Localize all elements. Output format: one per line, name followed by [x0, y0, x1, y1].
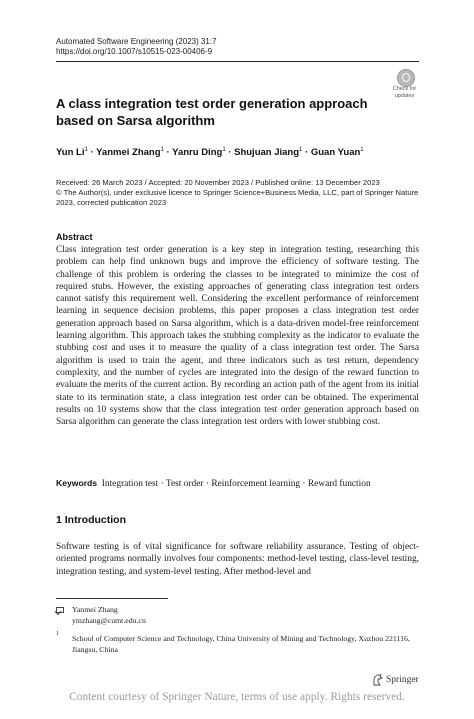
author-name[interactable]: Shujuan Jiang	[234, 147, 300, 159]
author-name[interactable]: Guan Yuan	[310, 147, 361, 159]
affiliation-text: School of Computer Science and Technology, China University of Mining and Technology, Xuzhou 221116, Jiangsu, China	[72, 634, 410, 654]
article-title: A class integration test order generation approach based on Sarsa algorithm	[56, 96, 368, 128]
springer-horse-icon	[372, 674, 383, 686]
keywords-label: Keywords	[56, 478, 98, 488]
header-rule	[56, 61, 419, 62]
copyright-notice: © The Author(s), under exclusive licence to Springer Science+Business Media, LLC, part of Springer Nature 2023, corrected publication 2023	[56, 188, 419, 207]
history-dates: Received: 26 March 2023 / Accepted: 20 November 2023 / Published online: 13 December 2023	[56, 178, 380, 187]
author-separator: ·	[302, 147, 311, 159]
courtesy-notice: Content courtesy of Springer Nature, terms of use apply. Rights reserved.	[69, 691, 405, 703]
author-affiliation-sup: 1	[84, 147, 88, 153]
doi-link[interactable]: https://doi.org/10.1007/s10515-023-00406-9	[56, 47, 213, 56]
author-list	[56, 147, 364, 158]
publisher-name: Springer	[386, 675, 419, 686]
corresponding-email[interactable]: ymzhang@cumt.edu.cn	[72, 616, 146, 625]
author-affiliation-sup: 1	[360, 147, 364, 153]
journal-citation: Automated Software Engineering (2023) 31:7	[56, 37, 217, 46]
envelope-icon	[56, 607, 64, 613]
abstract-heading: Abstract	[56, 232, 93, 242]
footnote-rule	[56, 598, 168, 599]
corresponding-author: Yanmei Zhang	[72, 605, 118, 614]
article-dates	[56, 178, 426, 208]
affiliation-number: 1	[56, 631, 59, 637]
author-separator: ·	[87, 147, 97, 159]
springer-logo	[372, 671, 419, 685]
check-updates-icon	[397, 69, 415, 87]
keywords-text: Integration test · Test order · Reinforcement learning · Reward function	[101, 479, 371, 489]
author-name[interactable]: Yanmei Zhang	[96, 147, 161, 159]
introduction-text: Software testing is of vital significance for software reliability assurance. Testing of object-oriented programs normally involves four components: method-level testing, class-level testing, integration testing, and system-level testing. After method-level and	[56, 542, 419, 577]
author-affiliation-sup: 1	[299, 147, 303, 153]
check-for-updates-badge[interactable]	[390, 69, 419, 100]
author-name[interactable]: Yun Li	[56, 147, 85, 159]
journal-header	[56, 37, 217, 57]
section-heading: 1 Introduction	[56, 514, 126, 526]
keywords	[56, 477, 419, 490]
author-affiliation-sup: 1	[160, 147, 164, 153]
author-separator: ·	[163, 147, 173, 159]
author-affiliation-sup: 1	[222, 147, 226, 153]
check-updates-line1: Check for	[392, 86, 417, 92]
abstract-text: Class integration test order generation is a key step in integration testing, researching this problem can help find unknown bugs and improve the efficiency of software testing. The challenge of this problem is ordering the classes to be integrated to minimize the cost of required stubs. However, the existing approaches of generating class integration test orders cannot satisfy this requirement well. Considering the excellent performance of reinforcement learning in sequence decision problems, this paper proposes a class integration test order generation approach based on Sarsa algorithm, which is a data-driven model-free reinforcement learning algorithm. This approach takes the stubbing complexity as the indicator to evaluate the stubbing cost and uses it to measure the quality of a class integration test order. The Sarsa algorithm is used to train the agent, and three indicators such as test return, dependency complexity, and the number of cycles are integrated into the design of the reward function to evaluate the merits of the current action. By recording an action path of the agent from its initial state to its termination state, a class integration test order can be obtained. The experimental results on 10 systems show that the class integration test order generation approach based on Sarsa algorithm can generate the class integration test orders with lower stubbing cost.	[56, 245, 419, 428]
check-updates-line2: updates	[394, 92, 415, 99]
author-name[interactable]: Yanru Ding	[172, 147, 223, 159]
author-separator: ·	[225, 147, 235, 159]
